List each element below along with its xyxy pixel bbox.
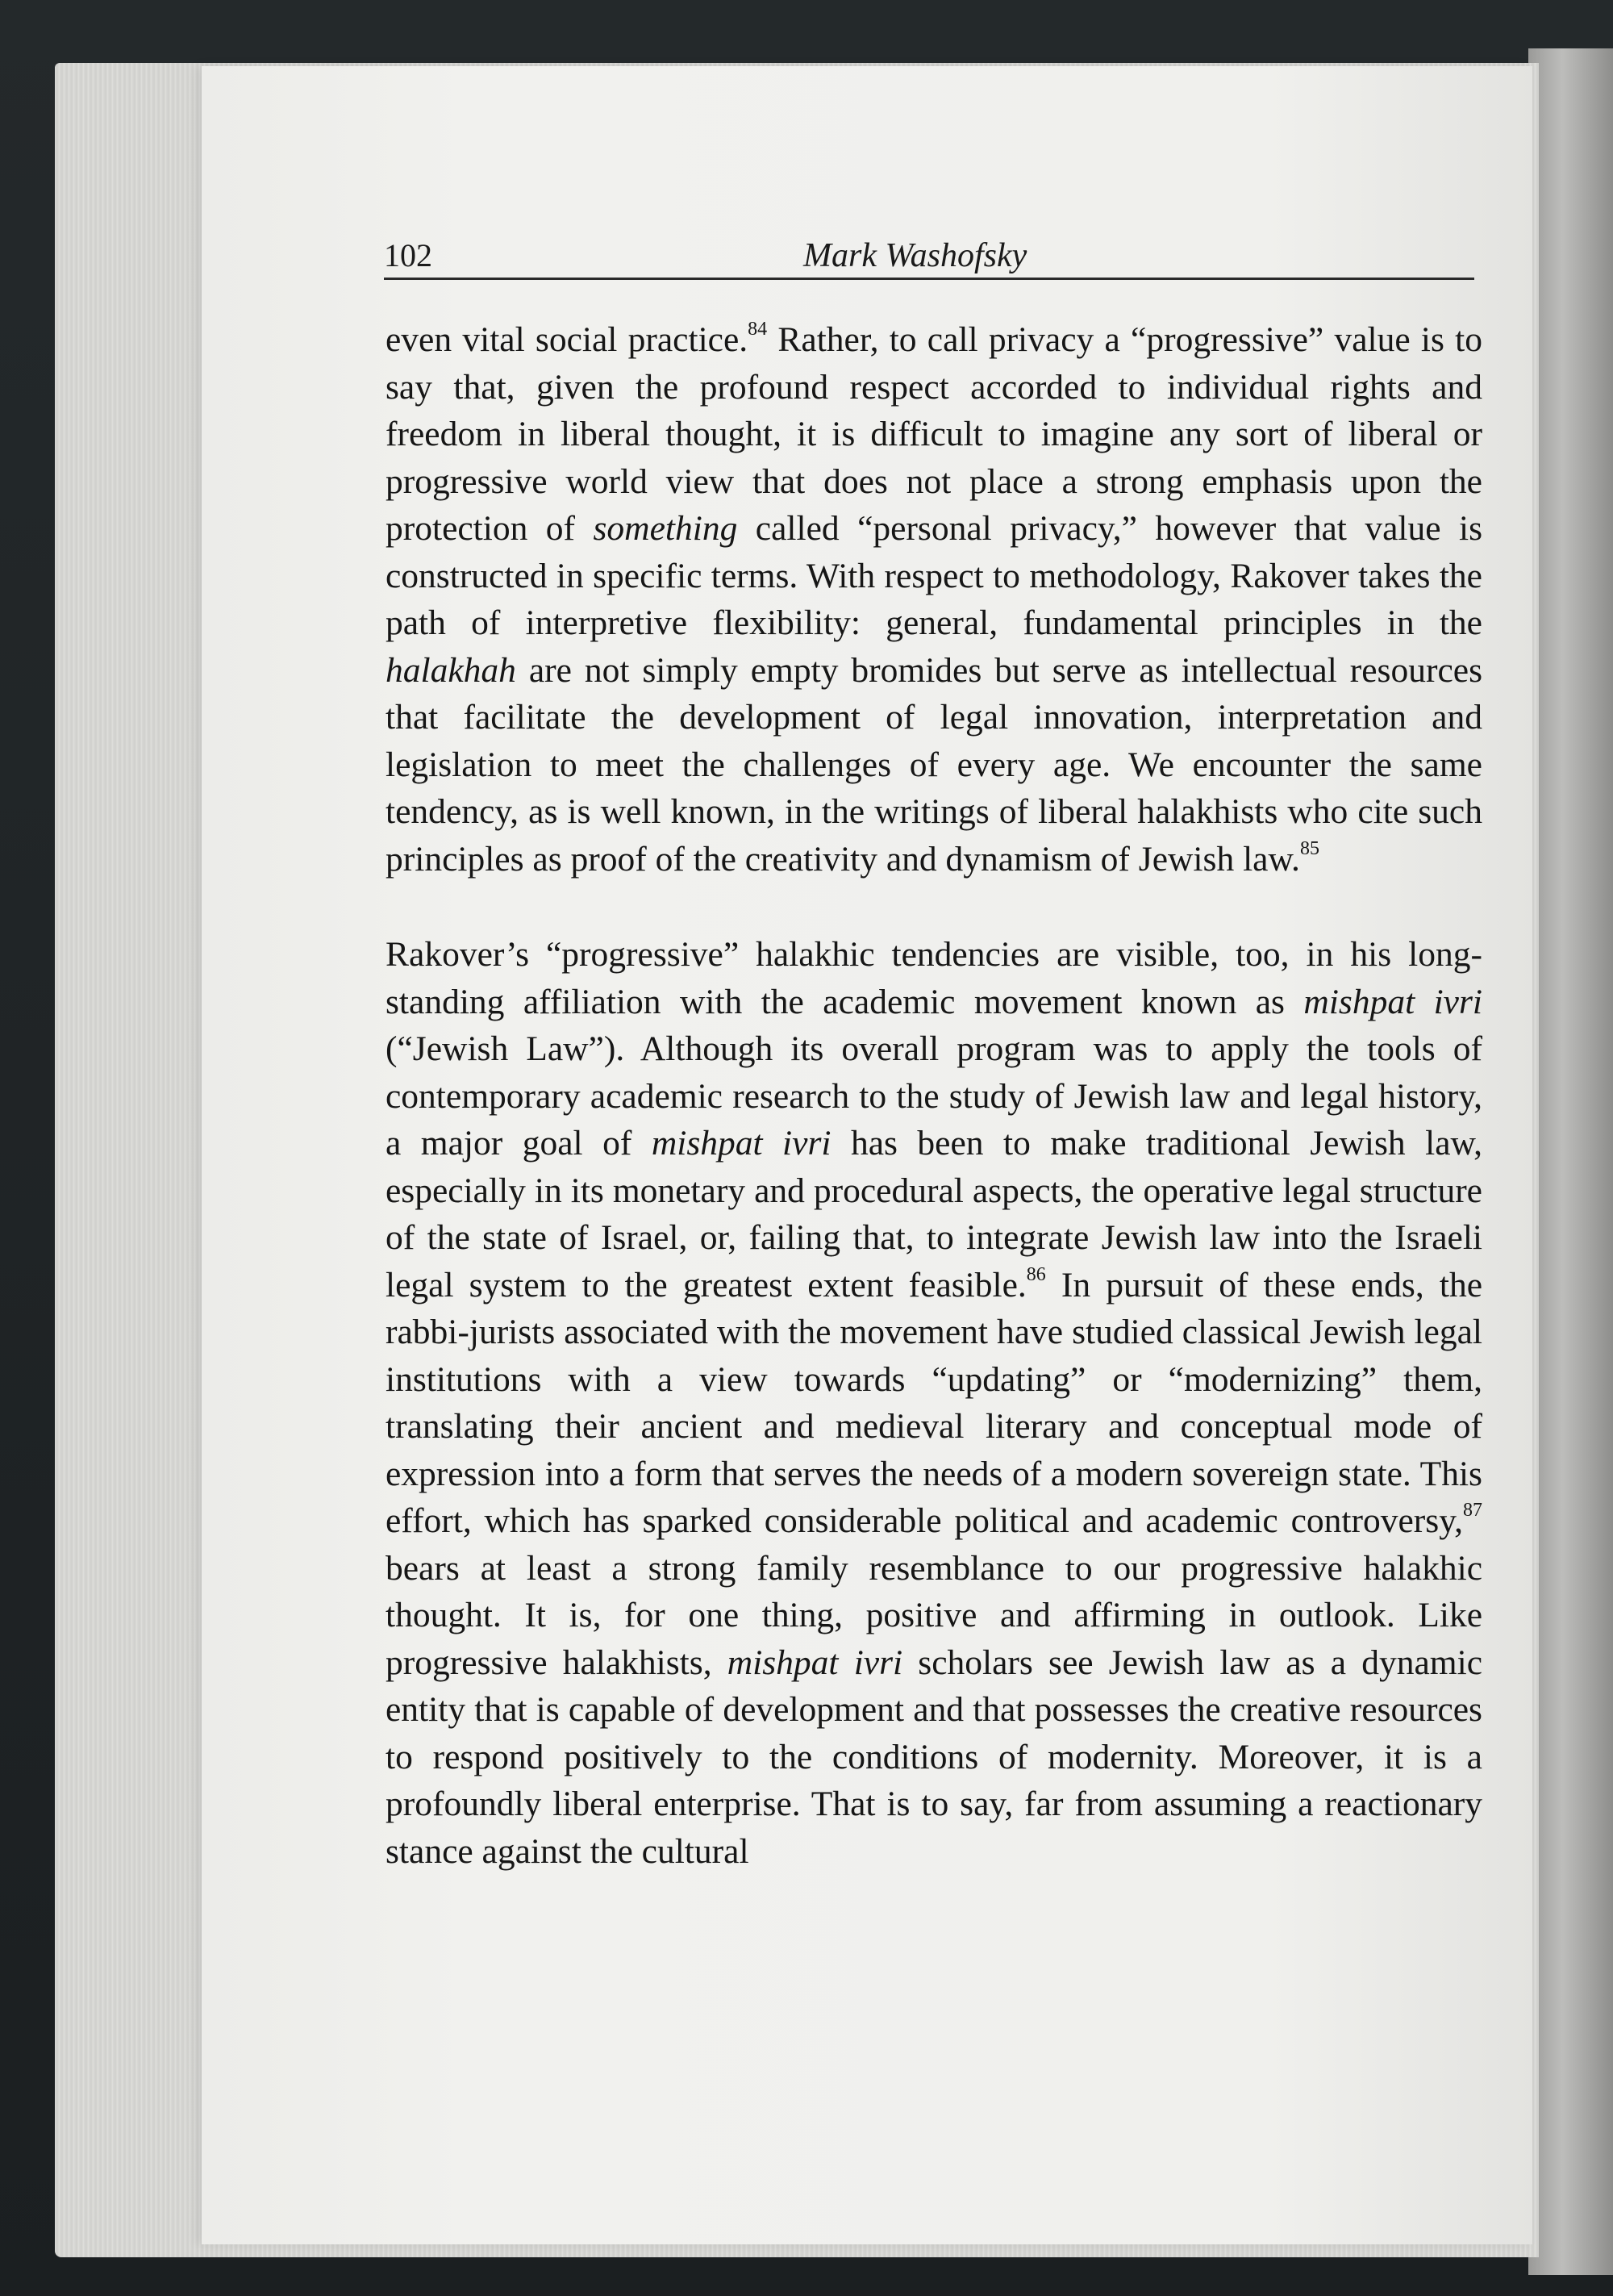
body-text — [386, 316, 1482, 1875]
text-run: even vital social practice. — [386, 320, 748, 359]
footnote-ref-87: 87 — [1463, 1500, 1482, 1521]
text-run: Rakover’s “progressive” halakhic tendencies are visible, too, in his long-standing affiliation with the academic movement known as — [386, 935, 1482, 1021]
text-run: Rather, to call privacy a “progressive” value is to say that, given the profound respect accorded to individual rights and freedom in liberal thought, it is difficult to imagine any sort of liberal or progressive world view that does not place a strong emphasis upon the protection of — [386, 320, 1482, 548]
paragraph-1 — [386, 316, 1482, 883]
text-run: bears at least a strong family resemblance to our progressive halakhic thought. It is, for one thing, positive and affirming in outlook. Like progressive halakhists, — [386, 1548, 1482, 1682]
footnote-ref-84: 84 — [748, 319, 768, 340]
footnote-ref-86: 86 — [1026, 1263, 1046, 1285]
italic-term: something — [593, 509, 738, 548]
text-run: scholars see Jewish law as a dynamic entity that is capable of development and that possesses the creative resources to respond positively to the conditions of modernity. Moreover, it is a profoundly liberal enterprise. That is to say, far from assuming a reactionary stance against the cultural — [386, 1643, 1483, 1871]
page-number: 102 — [384, 237, 432, 273]
book-right-edge — [1528, 48, 1613, 2275]
italic-term: halakhah — [386, 650, 516, 690]
footnote-ref-85: 85 — [1299, 837, 1319, 859]
paragraph-2 — [386, 931, 1482, 1875]
text-run: has been to make traditional Jewish law, especially in its monetary and procedural aspects, the operative legal structure of the state of Israel, or, failing that, to integrate Jewish law into the Israeli legal system to the greatest extent feasible. — [386, 1124, 1483, 1305]
text-run: called “personal privacy,” however that value is constructed in specific terms. With respect to methodology, Rakover takes the path of interpretive flexibility: general, fundamental principles in the — [386, 509, 1482, 642]
text-run: (“Jewish Law”). Although its overall program was to apply the tools of contemporary academic research to the study of Jewish law and legal history, a major goal of — [386, 1029, 1482, 1163]
running-head — [384, 236, 1474, 280]
italic-term: mishpat ivri — [1303, 982, 1482, 1021]
text-run: In pursuit of these ends, the rabbi-jurists associated with the movement have studied classical Jewish legal institutions with a view towards “updating” or “modernizing” them, translating their ancient and medieval literary and conceptual mode of expression into a form that serves the needs of a modern sovereign state. This effort, which has sparked considerable political and academic controversy, — [386, 1265, 1482, 1540]
italic-term: mishpat ivri — [651, 1124, 832, 1163]
text-run: are not simply empty bromides but serve as intellectual resources that facilitate the development of legal innovation, interpretation and legislation to meet the challenges of every age. We encounter the same tendency, as is well known, in the writings of liberal halakhists who cite such principles as proof of the creativity and dynamism of Jewish law. — [386, 650, 1482, 879]
italic-term: mishpat ivri — [727, 1643, 903, 1682]
running-head-author: Mark Washofsky — [803, 237, 1027, 274]
